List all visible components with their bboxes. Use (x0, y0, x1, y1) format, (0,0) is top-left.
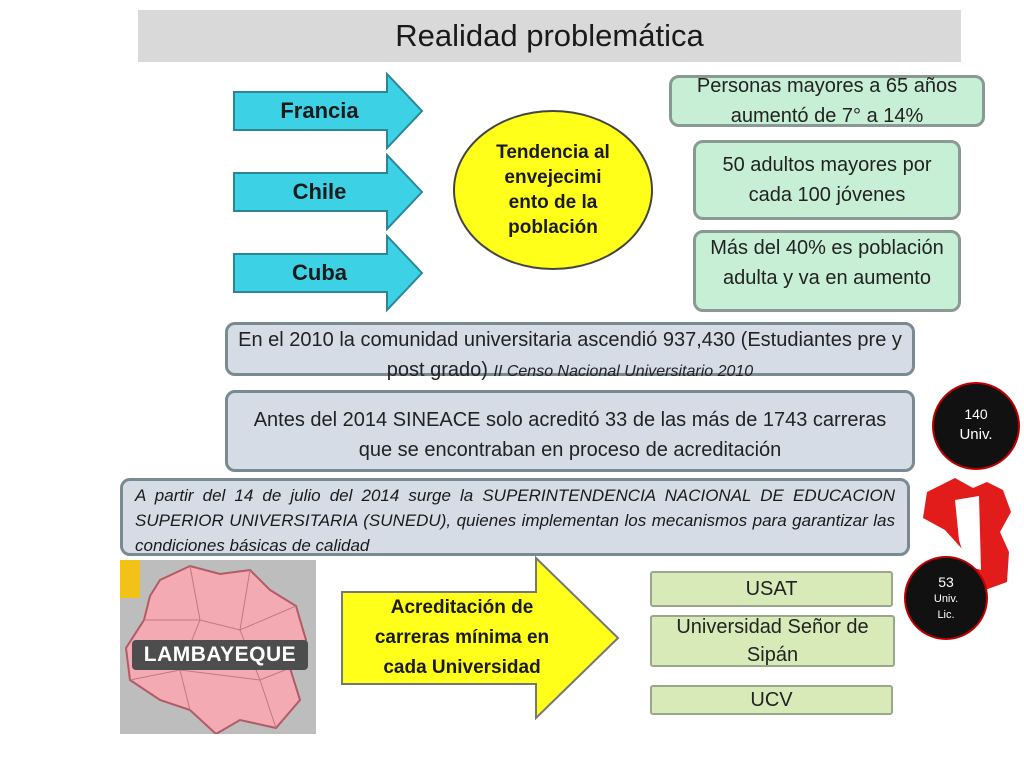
stat-box-ratio (693, 140, 961, 220)
stat-text: Más del 40% es población adulta y va en aumento (710, 237, 944, 289)
badge-number: 140 (964, 406, 988, 422)
country-label: Chile (292, 179, 347, 204)
sunedu-box (120, 478, 910, 556)
stat-text: Personas mayores a 65 años aumentó de 7° a 14% (696, 75, 958, 127)
arrow-francia (232, 72, 424, 150)
map-label: LAMBAYEQUE (132, 640, 308, 670)
licensed-universities-badge (904, 556, 988, 640)
badge-label: Univ. (959, 426, 993, 443)
badge-label: Univ. (933, 592, 959, 605)
page-title: Realidad problemática (138, 10, 961, 62)
aging-trend-ellipse (453, 110, 653, 270)
census-box (225, 322, 915, 381)
stat-box-adult (693, 230, 961, 312)
sineace-text: Antes del 2014 SINEACE solo acreditó 33 de las más de 1743 carreras que se encontraban en proceso de acreditación (253, 409, 887, 461)
census-text: En el 2010 la comunidad universitaria ascendió 937,430 (Estudiantes pre y post grado) (238, 329, 902, 381)
country-label: Cuba (292, 260, 347, 285)
badge-label: Lic. (937, 608, 955, 621)
aging-trend-text: Tendencia al envejecimi ento de la población (496, 142, 610, 238)
arrow-cuba (232, 234, 424, 312)
stat-text: 50 adultos mayores por cada 100 jóvenes (722, 154, 932, 206)
accreditation-text: Acreditación de carreras mínima en cada Universidad (374, 597, 550, 678)
lambayeque-map (120, 560, 316, 734)
sineace-box (225, 390, 915, 472)
university-senor-sipan: Universidad Señor de Sipán (650, 615, 895, 667)
sunedu-text: A partir del 14 de julio del 2014 surge la SUPERINTENDENCIA NACIONAL DE EDUCACION SUPERIOR UNIVERSITARIA (SUNEDU), quienes implementan los mecanismos para garantizar las condiciones básicas de calidad (135, 486, 895, 555)
university-usat: USAT (650, 571, 893, 607)
arrow-chile (232, 153, 424, 231)
stat-box-elderly (669, 75, 985, 127)
accreditation-arrow (340, 556, 620, 720)
universities-count-badge (932, 382, 1020, 470)
badge-number: 53 (938, 573, 954, 590)
university-ucv: UCV (650, 685, 893, 715)
country-label: Francia (280, 98, 359, 123)
census-source: II Censo Nacional Universitario 2010 (493, 363, 754, 380)
